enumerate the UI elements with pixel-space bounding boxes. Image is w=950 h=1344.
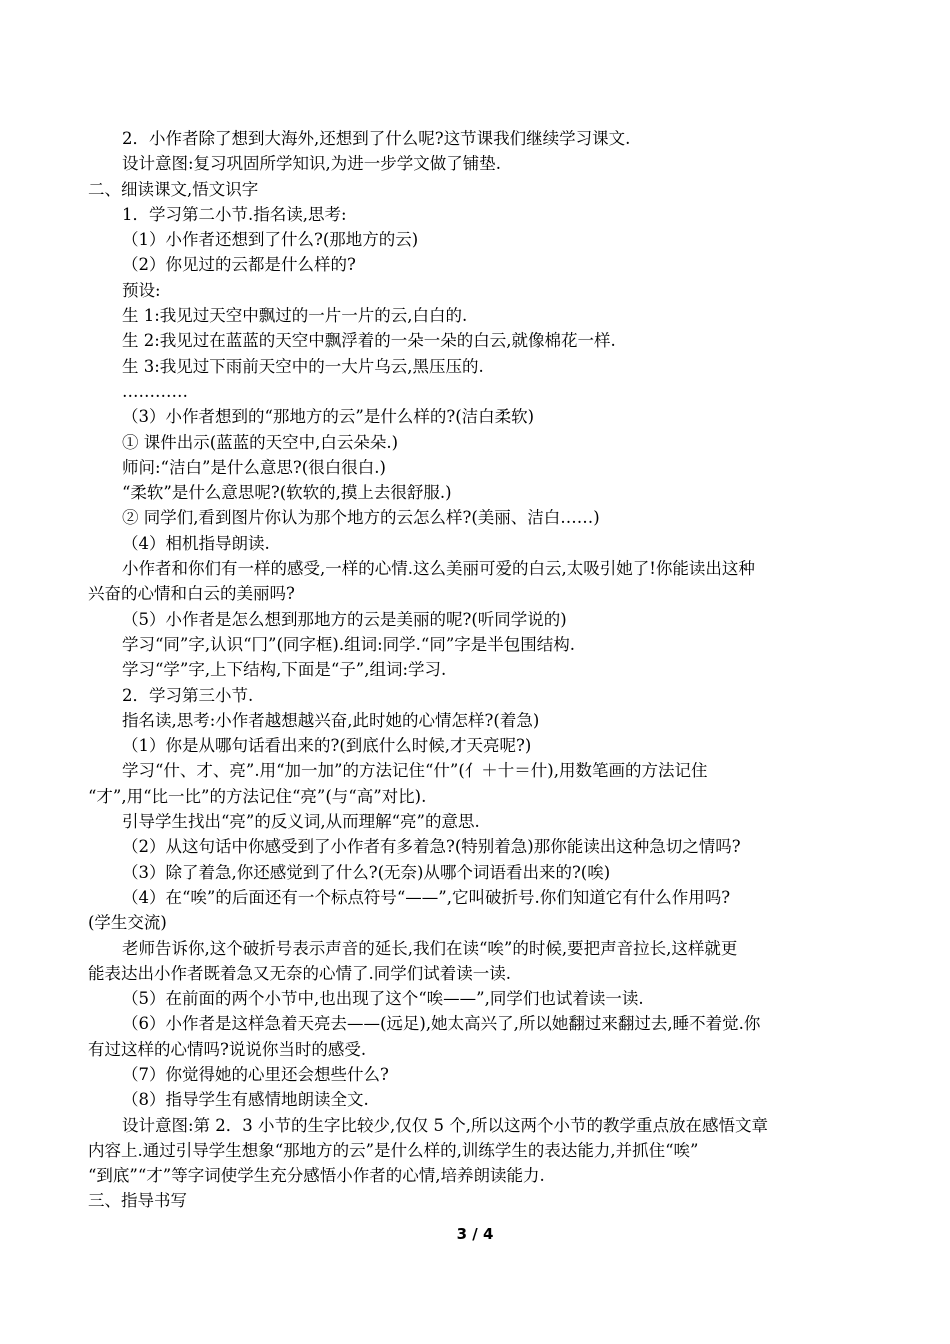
text-line: 学习“什、才、亮”.用“加一加”的方法记住“什”(亻＋十＝什),用数笔画的方法记住: [122, 761, 708, 781]
text-line: （1）你是从哪句话看出来的?(到底什么时候,才天亮呢?): [122, 736, 532, 756]
text-line: 小作者和你们有一样的感受,一样的心情.这么美丽可爱的白云,太吸引她了!你能读出这种: [122, 559, 755, 579]
text-line: 兴奋的心情和白云的美丽吗?: [88, 584, 295, 604]
text-line: 二、细读课文,悟文识字: [88, 179, 259, 199]
page-number: 3 / 4: [456, 1225, 494, 1243]
text-line: （4）相机指导朗读.: [122, 533, 270, 553]
text-line: 师问:“洁白”是什么意思?(很白很白.): [122, 457, 386, 477]
text-line: （5）小作者是怎么想到那地方的云是美丽的呢?(听同学说的): [122, 609, 567, 629]
text-line: （3）小作者想到的“那地方的云”是什么样的?(洁白柔软): [122, 407, 535, 427]
text-line: 预设:: [122, 280, 161, 300]
text-line: 2．小作者除了想到大海外,还想到了什么呢?这节课我们继续学习课文.: [122, 129, 631, 148]
text-line: 2．学习第三小节.: [122, 685, 254, 705]
text-line: 内容上.通过引导学生想象“那地方的云”是什么样的,训练学生的表达能力,并抓住“唉”: [88, 1140, 699, 1160]
text-line: …………: [122, 381, 188, 401]
text-line: 指名读,思考:小作者越想越兴奋,此时她的心情怎样?(着急): [122, 710, 540, 730]
text-line: (学生交流): [88, 913, 167, 933]
text-line: （1）小作者还想到了什么?(那地方的云): [122, 230, 419, 250]
text-line: （6）小作者是这样急着天亮去——(远足),她太高兴了,所以她翻过来翻过去,睡不着觉.你: [122, 1014, 761, 1034]
text-line: 学习“学”字,上下结构,下面是“子”,组词:学习.: [122, 660, 447, 680]
text-line: （4）在“唉”的后面还有一个标点符号“——”,它叫破折号.你们知道它有什么作用吗?: [122, 887, 731, 907]
text-line: 设计意图:第 2．3 小节的生字比较少,仅仅 5 个,所以这两个小节的教学重点放在感悟文章: [122, 1115, 769, 1135]
text-line: 三、指导书写: [88, 1191, 187, 1211]
text-line: （2）你见过的云都是什么样的?: [122, 255, 356, 275]
text-line: 引导学生找出“亮”的反义词,从而理解“亮”的意思.: [122, 812, 480, 832]
text-line: 设计意图:复习巩固所学知识,为进一步学文做了铺垫.: [122, 154, 502, 174]
text-line: “到底”“才”等字词使学生充分感悟小作者的心情,培养朗读能力.: [88, 1166, 545, 1186]
text-line: 学习“同”字,认识“冂”(同字框).组词:同学.“同”字是半包围结构.: [122, 634, 576, 654]
text-line: （2）从这句话中你感受到了小作者有多着急?(特别着急)那你能读出这种急切之情吗?: [122, 837, 741, 857]
text-line: 生 2:我见过在蓝蓝的天空中飘浮着的一朵一朵的白云,就像棉花一样.: [122, 331, 616, 351]
text-line: “柔软”是什么意思呢?(软软的,摸上去很舒服.): [122, 483, 452, 503]
text-line: ① 课件出示(蓝蓝的天空中,白云朵朵.): [122, 432, 399, 452]
text-line: （8）指导学生有感情地朗读全文.: [122, 1090, 369, 1110]
text-line: 1．学习第二小节.指名读,思考:: [122, 204, 347, 224]
text-line: （7）你觉得她的心里还会想些什么?: [122, 1064, 389, 1084]
text-line: ② 同学们,看到图片你认为那个地方的云怎么样?(美丽、洁白……): [122, 508, 600, 528]
text-line: 有过这样的心情吗?说说你当时的感受.: [88, 1039, 367, 1059]
text-line: 老师告诉你,这个破折号表示声音的延长,我们在读“唉”的时候,要把声音拉长,这样就更: [122, 938, 738, 958]
text-line: 生 1:我见过天空中飘过的一片一片的云,白白的.: [122, 306, 468, 326]
text-line: “才”,用“比一比”的方法记住“亮”(与“高”对比).: [88, 786, 427, 806]
text-line: 能表达出小作者既着急又无奈的心情了.同学们试着读一读.: [88, 963, 511, 983]
document-body: [88, 126, 864, 1214]
text-line: （5）在前面的两个小节中,也出现了这个“唉——”,同学们也试着读一读.: [122, 989, 644, 1009]
text-line: （3）除了着急,你还感觉到了什么?(无奈)从哪个词语看出来的?(唉): [122, 862, 611, 882]
text-line: 生 3:我见过下雨前天空中的一大片乌云,黑压压的.: [122, 356, 484, 376]
